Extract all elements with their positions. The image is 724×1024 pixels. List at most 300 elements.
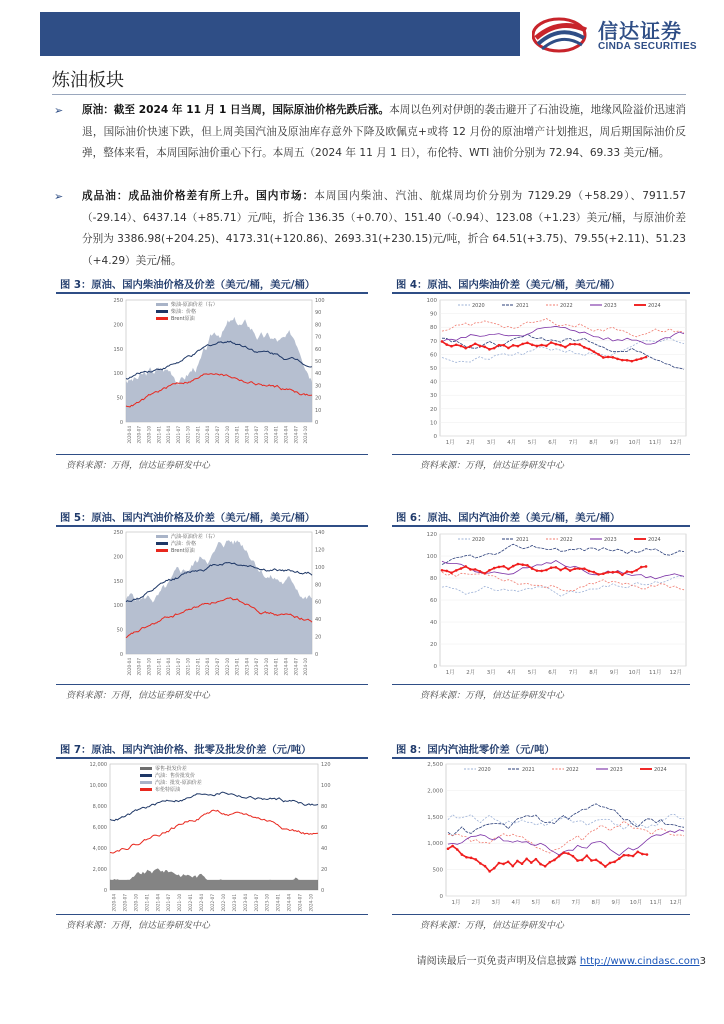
fig3-x-tick: 2021-04 [166, 426, 172, 444]
fig4-series-2024-point [640, 357, 643, 360]
fig4-series-2023 [442, 326, 684, 344]
fig5-legend-swatch [156, 549, 168, 552]
fig8-series-2024-point [586, 854, 589, 857]
logo-text-cn: 信达证券 [598, 19, 682, 43]
fig6-series-2024-point [536, 569, 539, 572]
fig4-series-2024-point [460, 345, 463, 348]
fig4-series-2024-point [559, 344, 562, 347]
fig8-x-tick: 5月 [531, 900, 541, 906]
fig7-x-tick: 2021-04 [155, 894, 161, 912]
fig4-series-2024-point [512, 344, 515, 347]
fig5-x-tick: 2023-04 [244, 658, 250, 676]
paragraph-products-body: 本周国内柴油、汽油、航煤周均价分别为 7129.29（+58.29）、7911.57（-29.14）、6437.14（+85.71）元/吨，折合 136.35（+0.70）、151.40（-0.94）、123.08（+1.23）美元/桶，与原油价差分别为 3386.98(+204.25)、4173.31(+120.86)、2693.31(+230.15)元/吨，折合 64.51(+3.75)、79.55(+2.11)、51.23（+4.29）美元/桶。 [82, 190, 687, 267]
fig3-right-tick: 30 [315, 383, 322, 390]
fig8-series-2024-point [599, 862, 602, 865]
fig7-left-tick: 2,000 [92, 867, 107, 873]
fig8-series-2024-point [567, 852, 570, 855]
fig4-series-2024-point [569, 343, 572, 346]
fig6-series-2024-point [607, 571, 610, 574]
fig6-x-tick: 11月 [649, 670, 662, 676]
fig5-x-tick: 2020-04 [126, 658, 132, 676]
fig5-x-tick: 2023-07 [254, 658, 260, 676]
fig5-right-tick: 60 [315, 599, 322, 606]
fig5-x-tick: 2021-07 [175, 658, 181, 676]
fig4-series-2024-point [545, 344, 548, 347]
fig6-legend-label: 2024 [648, 537, 661, 543]
fig4-series-2024-point [540, 344, 543, 347]
fig6-chart [420, 528, 692, 682]
fig5-legend-label: Brent原油 [171, 548, 195, 554]
fig4-series-2024-point [593, 350, 596, 353]
fig4-y-tick: 100 [426, 298, 437, 304]
fig3-x-tick: 2020-07 [136, 426, 142, 444]
fig5-left-tick: 250 [113, 530, 123, 536]
fig6-series-2024-point [474, 568, 477, 571]
fig3-x-tick: 2024-10 [303, 426, 309, 444]
fig4-series-2024-point [531, 344, 534, 347]
fig6-series-2022 [442, 572, 684, 591]
fig6-series-2024-point [555, 566, 558, 569]
fig6-x-tick: 6月 [548, 670, 558, 676]
fig3-right-tick: 80 [315, 322, 322, 329]
fig5-left-tick: 100 [113, 603, 123, 610]
fig4-series-2024-point [498, 344, 501, 347]
fig8-series-2024-point [623, 854, 626, 857]
fig4-series-2024-point [441, 340, 444, 343]
fig6-series-2024-point [455, 569, 458, 572]
fig7-x-tick: 2021-07 [166, 894, 172, 912]
fig7-x-tick: 2020-10 [133, 894, 139, 912]
fig3-left-tick: 100 [113, 371, 123, 378]
fig8-x-tick: 4月 [511, 900, 521, 906]
fig6-legend-label: 2020 [472, 537, 485, 543]
fig5-legend-label: 汽油-原油价差（右） [171, 534, 218, 540]
fig8-x-tick: 6月 [551, 900, 561, 906]
fig5-x-tick: 2022-01 [195, 658, 201, 676]
fig5-right-tick: 0 [315, 652, 319, 658]
fig6-series-2024-point [559, 569, 562, 572]
fig7-right-tick: 120 [321, 762, 331, 768]
fig7-left-tick: 4,000 [92, 846, 107, 852]
fig7-price-line [110, 792, 318, 821]
fig8-source: 资料来源：万得，信达证券研发中心 [420, 921, 565, 931]
fig4-x-tick: 6月 [548, 440, 558, 446]
fig6-series-2024-point [488, 569, 491, 572]
fig6-series-2024-point [512, 565, 515, 568]
fig3-x-tick: 2021-07 [175, 426, 181, 444]
fig4-series-2024-point [521, 343, 524, 346]
fig8-series-2024-point [553, 859, 556, 862]
fig6-series-2024-point [626, 570, 629, 573]
fig8-x-tick: 8月 [591, 900, 601, 906]
section-divider [52, 94, 686, 95]
fig3-x-tick: 2022-01 [195, 426, 201, 444]
fig6-x-tick: 9月 [609, 670, 619, 676]
fig6-series-2024-point [550, 566, 553, 569]
fig3-x-tick: 2024-01 [273, 426, 279, 444]
fig4-y-tick: 20 [430, 406, 437, 413]
fig8-x-tick: 1月 [451, 900, 461, 906]
fig6-series-2024-point [526, 564, 529, 567]
fig6-series-2024-point [645, 565, 648, 568]
fig5-x-tick: 2020-07 [136, 658, 142, 676]
fig4-series-2024-point [564, 346, 567, 349]
fig3-chart [100, 296, 332, 452]
fig7-x-tick: 2021-01 [144, 894, 150, 912]
fig3-right-tick: 50 [315, 359, 322, 365]
fig8-series-2024-point [456, 848, 459, 851]
fig7-x-tick: 2023-04 [242, 894, 248, 912]
fig6-x-tick: 10月 [628, 670, 641, 676]
fig8-series-2024-point [488, 870, 491, 873]
fig6-x-tick: 2月 [466, 670, 476, 676]
fig8-series-2024-point [576, 859, 579, 862]
fig8-rule-bottom [392, 914, 690, 915]
fig4-series-2024-point [626, 359, 629, 362]
fig6-source: 资料来源：万得，信达证券研发中心 [420, 691, 565, 701]
fig4-x-tick: 12月 [669, 440, 682, 446]
fig6-series-2024-point [464, 565, 467, 568]
fig7-chart [80, 760, 352, 912]
fig6-series-2024-point [479, 570, 482, 573]
fig4-chart [420, 296, 692, 452]
fig5-right-tick: 80 [315, 582, 322, 589]
fig3-left-tick: 0 [119, 420, 123, 426]
fig5-x-tick: 2024-07 [293, 658, 299, 676]
fig8-x-tick: 12月 [669, 900, 683, 906]
fig8-title: 图 8：国内汽油批零价差（元/吨） [396, 744, 555, 756]
fig5-left-tick: 50 [116, 627, 123, 634]
fig6-series-2024-point [621, 573, 624, 576]
fig5-x-tick: 2021-10 [185, 658, 191, 676]
fig8-series-2024-point [498, 862, 501, 865]
fig5-left-tick: 200 [113, 554, 123, 561]
cinda-logo-mark-icon [532, 16, 590, 54]
fig8-x-tick: 3月 [491, 900, 501, 906]
fig3-legend-label: 柴油：价格 [171, 309, 197, 315]
fig5-legend-swatch [156, 535, 168, 538]
fig4-series-2024-point [616, 358, 619, 361]
fig6-x-tick: 8月 [589, 670, 599, 676]
paragraph-products [56, 186, 686, 272]
fig8-series-2024-point [558, 855, 561, 858]
fig3-x-tick: 2024-07 [293, 426, 299, 444]
fig4-series-2024-point [455, 343, 458, 346]
fig8-series-2024-point [544, 865, 547, 868]
fig7-legend-label: 布伦特原油 [155, 787, 181, 793]
fig6-series-2024-point [631, 571, 634, 574]
fig3-x-tick: 2022-07 [215, 426, 220, 444]
fig6-series-2024-point [588, 570, 591, 573]
fig4-x-tick: 1月 [445, 440, 455, 446]
fig5-right-tick: 140 [315, 530, 325, 536]
fig4-series-2024-point [488, 348, 491, 351]
fig3-title: 图 3：原油、国内柴油价格及价差（美元/桶，美元/桶） [60, 279, 316, 291]
fig8-series-2024-point [474, 858, 477, 861]
fig8-x-tick: 10月 [629, 900, 643, 906]
fig8-series-2024-point [521, 862, 524, 865]
fig4-legend-label: 2021 [516, 303, 529, 309]
fig6-series-2024-point [498, 566, 501, 569]
fig5-right-tick: 120 [315, 547, 325, 554]
fig8-series-2024-point [641, 853, 644, 856]
fig7-x-tick: 2024-01 [275, 894, 281, 912]
page-number: 3 [699, 956, 706, 967]
fig8-series-2024-point [535, 858, 538, 861]
fig3-x-tick: 2020-04 [126, 426, 132, 444]
fig8-rule [392, 757, 690, 759]
fig7-legend-swatch [140, 774, 152, 777]
fig7-legend-swatch [140, 767, 152, 770]
fig7-area-series [110, 868, 318, 890]
fig7-legend-swatch [140, 788, 152, 791]
fig5-x-tick: 2022-10 [224, 658, 230, 676]
fig8-legend-label: 2021 [522, 767, 535, 773]
fig6-series-2024-point [612, 571, 615, 574]
fig5-rule [56, 525, 368, 527]
fig4-series-2024-point [645, 356, 648, 359]
fig7-left-tick: 8,000 [92, 804, 107, 810]
fig4-series-2024-point [502, 344, 505, 347]
fig4-series-2024-point [469, 345, 472, 348]
fig7-right-tick: 20 [321, 867, 328, 873]
fig8-series-2024-point [516, 860, 519, 863]
fig7-legend-label: 零售-批发价差 [155, 766, 187, 772]
fig7-rule-bottom [56, 914, 368, 915]
fig4-series-2024-point [450, 345, 453, 348]
fig4-legend-label: 2024 [648, 303, 661, 309]
fig4-series-2024-point [578, 343, 581, 346]
fig3-right-tick: 20 [315, 395, 322, 402]
fig8-series-2024-point [627, 854, 630, 857]
fig6-series-2024-point [593, 571, 596, 574]
fig7-x-tick: 2020-07 [122, 894, 128, 912]
fig3-right-tick: 70 [315, 334, 322, 341]
fig6-series-2024-point [545, 569, 548, 572]
fig6-legend-label: 2022 [560, 537, 573, 543]
fig7-x-tick: 2022-04 [199, 894, 205, 912]
fig6-series-2024-point [569, 569, 572, 572]
fig6-legend-label: 2021 [516, 537, 529, 543]
fig8-series-2024-point [465, 856, 468, 859]
fig4-series-2024-point [445, 343, 448, 346]
fig8-y-tick: 0 [439, 894, 443, 900]
fig3-legend-label: Brent原油 [171, 316, 195, 322]
fig8-series-2024-point [562, 851, 565, 854]
fig5-x-tick: 2024-04 [283, 658, 289, 676]
fig8-series-2024-point [484, 865, 487, 868]
fig6-y-tick: 20 [430, 642, 437, 648]
fig8-series-2024-point [507, 860, 510, 863]
fig6-x-tick: 7月 [568, 670, 578, 676]
fig5-x-tick: 2024-10 [303, 658, 309, 676]
fig8-series-2024-point [511, 865, 514, 868]
fig8-series-2024-point [595, 859, 598, 862]
fig4-series-2024-point [607, 356, 610, 359]
paragraph-products-lead2: 国内市场： [256, 190, 315, 202]
fig4-legend-label: 2020 [472, 303, 485, 309]
fig8-series-2024-point [470, 857, 473, 860]
fig4-series-2024-point [526, 341, 529, 344]
fig7-x-tick: 2023-01 [231, 894, 237, 912]
fig6-series-2024 [442, 564, 646, 575]
fig4-series-2024-point [631, 360, 634, 363]
fig6-series-2024-point [616, 571, 619, 574]
fig4-series-2024-point [517, 345, 520, 348]
fig8-legend-label: 2020 [478, 767, 491, 773]
fig3-right-tick: 100 [315, 298, 325, 304]
fig6-x-tick: 5月 [527, 670, 537, 676]
fig6-x-tick: 12月 [669, 670, 682, 676]
fig7-right-tick: 60 [321, 825, 328, 831]
fig4-x-tick: 8月 [589, 440, 599, 446]
fig5-x-tick: 2020-10 [146, 658, 152, 676]
section-title: 炼油板块 [52, 70, 124, 91]
fig8-series-2024-point [549, 861, 552, 864]
fig7-left-tick: 12,000 [89, 762, 107, 768]
fig7-rule [56, 757, 368, 759]
fig8-series-2024-point [451, 845, 454, 848]
fig3-x-tick: 2023-07 [254, 426, 260, 444]
fig3-legend-label: 柴油-原油价差（右） [171, 302, 218, 308]
bullet-arrow-icon: ➢ [54, 190, 64, 203]
fig5-source: 资料来源：万得，信达证券研发中心 [66, 691, 211, 701]
header-bar [40, 12, 520, 56]
fig6-series-2024-point [521, 563, 524, 566]
fig4-x-tick: 2月 [466, 440, 476, 446]
fig8-plot-frame [446, 764, 686, 896]
fig6-series-2024-point [597, 573, 600, 576]
fig4-rule-bottom [392, 454, 690, 455]
fig4-x-tick: 7月 [568, 440, 578, 446]
fig4-series-2024-point [583, 346, 586, 349]
fig4-x-tick: 9月 [609, 440, 619, 446]
fig6-series-2024-point [450, 572, 453, 575]
fig3-area-series [126, 317, 312, 422]
fig4-legend-label: 2022 [560, 303, 573, 309]
fig4-source: 资料来源：万得，信达证券研发中心 [420, 461, 565, 471]
fig8-series-2024-point [632, 855, 635, 858]
fig7-x-tick: 2023-10 [264, 894, 270, 912]
fig4-y-tick: 60 [430, 352, 437, 359]
fig3-x-tick: 2021-10 [185, 426, 191, 444]
fig3-right-tick: 40 [315, 371, 322, 378]
fig4-y-tick: 10 [430, 420, 437, 427]
fig5-left-tick: 0 [119, 652, 123, 658]
fig5-x-tick: 2024-01 [273, 658, 279, 676]
fig3-x-tick: 2023-01 [234, 426, 240, 444]
fig7-x-tick: 2023-07 [253, 894, 259, 912]
fig5-left-tick: 150 [113, 578, 123, 585]
fig7-source: 资料来源：万得，信达证券研发中心 [66, 921, 211, 931]
fig4-series-2024-point [597, 353, 600, 356]
fig3-x-tick: 2023-04 [244, 426, 250, 444]
fig8-series-2024-point [581, 859, 584, 862]
fig4-series-2024-point [635, 358, 638, 361]
bullet-arrow-icon: ➢ [54, 104, 64, 117]
fig3-left-tick: 250 [113, 298, 123, 304]
footer-url-link[interactable]: http://www.cindasc.com [579, 956, 700, 967]
fig6-series-2024-point [602, 572, 605, 575]
fig4-series-2024-point [464, 347, 467, 350]
fig6-y-tick: 0 [433, 664, 437, 670]
fig8-y-tick: 2,000 [427, 788, 443, 795]
fig7-right-tick: 40 [321, 846, 328, 852]
fig7-x-tick: 2022-10 [220, 894, 226, 912]
fig3-right-tick: 10 [315, 407, 322, 414]
fig5-right-tick: 40 [315, 617, 322, 624]
fig8-series-2024-point [502, 863, 505, 866]
fig6-series-2024-point [583, 567, 586, 570]
fig8-x-tick: 9月 [611, 900, 621, 906]
fig5-x-tick: 2023-01 [234, 658, 240, 676]
fig5-rule-bottom [56, 684, 368, 685]
fig8-y-tick: 500 [432, 867, 443, 874]
fig7-legend-label: 汽油：售价批发价 [155, 773, 196, 779]
fig6-series-2024-point [483, 572, 486, 575]
fig7-right-tick: 100 [321, 783, 331, 789]
fig3-rule-bottom [56, 454, 368, 455]
fig6-series-2024-point [502, 565, 505, 568]
fig7-legend-swatch [140, 781, 152, 784]
fig6-series-2024-point [540, 570, 543, 573]
fig3-x-tick: 2022-04 [205, 426, 211, 444]
fig4-y-tick: 80 [430, 325, 437, 332]
fig8-x-tick: 7月 [571, 900, 581, 906]
fig6-series-2024-point [578, 567, 581, 570]
fig5-right-tick: 100 [315, 564, 325, 571]
fig6-series-2021 [442, 544, 684, 564]
fig7-right-tick: 0 [321, 888, 325, 894]
cinda-logo [532, 12, 712, 56]
fig8-series-2024-point [447, 847, 450, 850]
fig7-x-tick: 2024-04 [286, 894, 292, 912]
fig6-rule [392, 525, 690, 527]
fig8-x-tick: 11月 [649, 900, 663, 906]
fig6-x-tick: 1月 [445, 670, 455, 676]
fig3-x-tick: 2021-01 [156, 426, 162, 444]
fig3-x-tick: 2024-04 [283, 426, 289, 444]
paragraph-crude [56, 100, 686, 165]
fig8-series-2024-point [461, 853, 464, 856]
fig6-y-tick: 120 [426, 532, 437, 538]
fig6-series-2024-point [531, 567, 534, 570]
fig4-y-tick: 40 [430, 379, 437, 386]
fig8-series-2024-point [636, 851, 639, 854]
fig3-left-tick: 150 [113, 346, 123, 353]
fig7-x-tick: 2024-10 [308, 894, 314, 912]
fig7-title: 图 7：原油、国内汽油价格、批零及批发价差（元/吨） [60, 744, 312, 756]
fig3-right-tick: 90 [315, 310, 322, 317]
fig4-x-tick: 11月 [649, 440, 662, 446]
fig6-y-tick: 80 [430, 576, 437, 582]
fig3-left-tick: 200 [113, 322, 123, 329]
fig4-legend-label: 2023 [604, 303, 617, 309]
fig5-x-tick: 2022-07 [215, 658, 220, 676]
fig4-series-2024-point [621, 359, 624, 362]
fig8-y-tick: 1,000 [427, 841, 443, 848]
fig6-x-tick: 3月 [486, 670, 496, 676]
fig4-y-tick: 30 [430, 393, 437, 400]
fig7-brent-line [110, 810, 318, 853]
fig5-chart [100, 528, 332, 682]
fig8-series-2024-point [609, 862, 612, 865]
fig5-x-tick: 2022-04 [205, 658, 211, 676]
fig8-series-2024 [448, 846, 647, 871]
logo-text-en: CINDA SECURITIES [598, 41, 697, 52]
footer-disclaimer: 请阅读最后一页免责声明及信息披露 [416, 956, 577, 967]
fig4-x-tick: 4月 [507, 440, 517, 446]
